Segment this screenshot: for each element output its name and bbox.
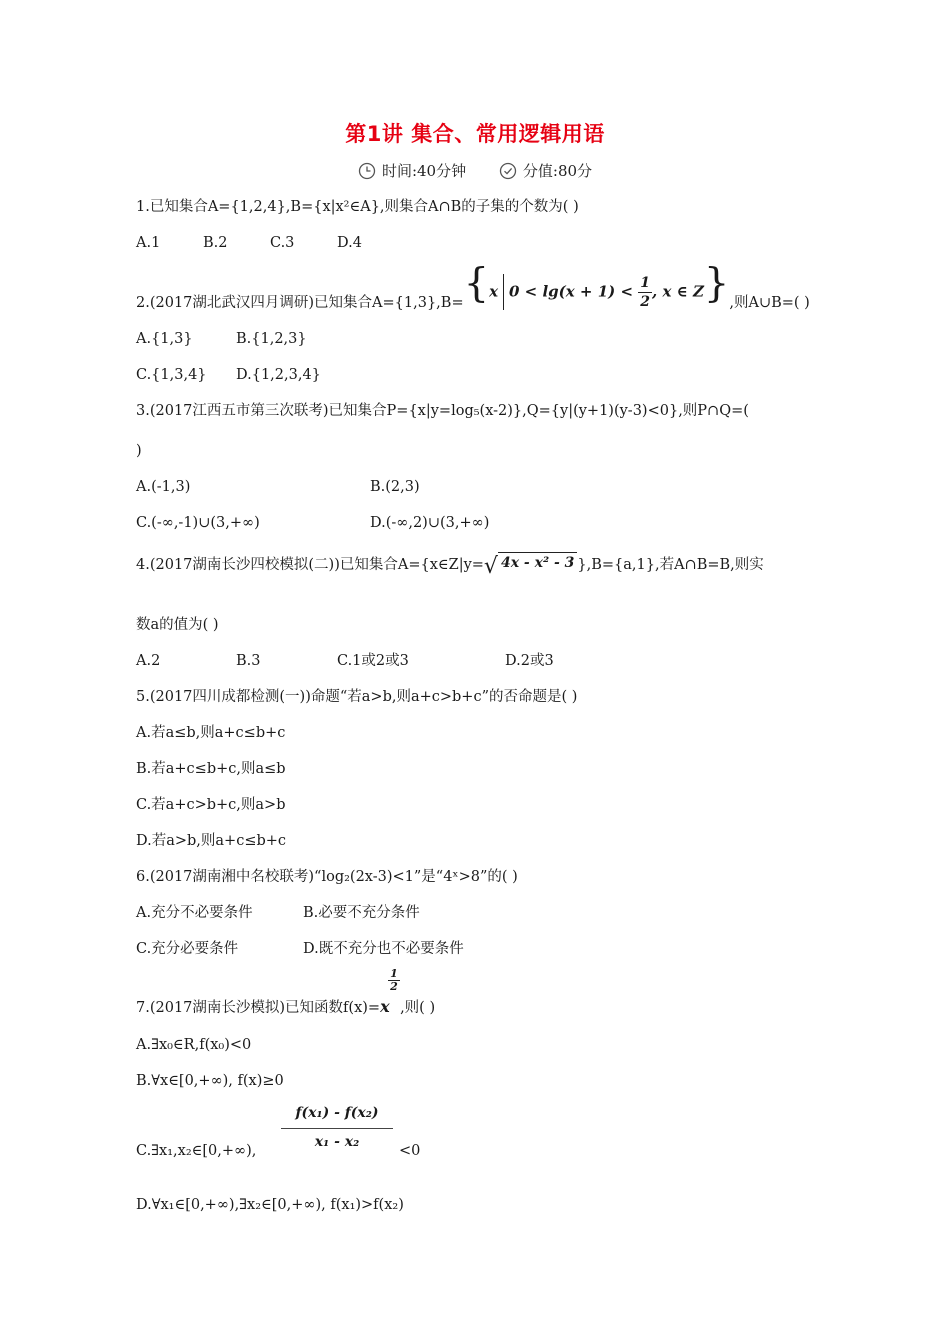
q5-stem: 5.(2017四川成都检测(一))命题“若a>b,则a+c>b+c”的否命题是( ): [136, 689, 578, 705]
time-label: 时间:40分钟: [381, 162, 467, 180]
q3-option-b: B.(2,3): [370, 479, 420, 495]
q3-option-a: A.(-1,3): [136, 479, 191, 495]
q5-option-d: D.若a>b,则a+c≤b+c: [136, 833, 287, 849]
q2-option-b: B.{1,2,3}: [236, 331, 307, 347]
q2-stem-post: ,则A∪B=( ): [729, 295, 810, 311]
q2-set-tail: , x ∈ Z: [652, 282, 704, 300]
q2-frac-num: 1: [640, 274, 651, 291]
q7-exp-den: 2: [390, 980, 398, 993]
check-circle-icon: [499, 162, 517, 180]
q6-option-b: B.必要不充分条件: [303, 905, 420, 921]
q3-option-c: C.(-∞,-1)∪(3,+∞): [136, 515, 260, 531]
q7-option-d: D.∀x₁∈[0,+∞),∃x₂∈[0,+∞), f(x₁)>f(x₂): [136, 1197, 404, 1213]
q3-option-d: D.(-∞,2)∪(3,+∞): [370, 515, 490, 531]
q2-right-brace: }: [703, 260, 730, 306]
q2-set-bar: [503, 274, 504, 310]
q7-option-a: A.∃x₀∈R,f(x₀)<0: [136, 1037, 252, 1053]
q7-c-numerator: f(x₁) - f(x₂): [281, 1102, 393, 1129]
q2-stem-pre: 2.(2017湖北武汉四月调研)已知集合A={1,3},B=: [136, 295, 464, 311]
q1-stem: 1.已知集合A={1,2,4},B={x|x²∈A},则集合A∩B的子集的个数为( ): [136, 199, 579, 215]
q6-option-a: A.充分不必要条件: [136, 905, 253, 921]
q5-option-c: C.若a+c>b+c,则a>b: [136, 797, 286, 813]
q1-option-a: A.1: [136, 235, 161, 251]
q7-stem: [136, 967, 436, 1017]
q2-stem: [136, 260, 810, 312]
q2-set-cond: 0 < lg(x + 1) <: [509, 282, 639, 300]
q5-option-b: B.若a+c≤b+c,则a≤b: [136, 761, 286, 777]
q4-option-a: A.2: [136, 653, 161, 669]
q2-option-c: C.{1,3,4}: [136, 367, 207, 383]
score-info: [499, 160, 592, 181]
q7-stem-post: ,则( ): [400, 1000, 436, 1016]
q7-c-denominator: x₁ - x₂: [314, 1134, 360, 1150]
exam-meta: [0, 160, 950, 181]
q2-option-d: D.{1,2,3,4}: [236, 367, 321, 383]
q3-stem-cont: ): [136, 443, 142, 459]
q7-option-c-pre: C.∃x₁,x₂∈[0,+∞),: [136, 1143, 257, 1159]
page-title: 第1讲 集合、常用逻辑用语: [345, 122, 605, 146]
q4-stem: [136, 554, 764, 579]
q7-power: [380, 967, 400, 1017]
q2-left-brace: {: [463, 260, 490, 306]
q7-exp-num: 1: [390, 967, 398, 980]
q4-option-c: C.1或2或3: [337, 653, 409, 669]
q4-radical-sign: √: [483, 554, 498, 579]
q4-stem-pre: 4.(2017湖南长沙四校模拟(二))已知集合A={x∈Z|y=: [136, 557, 484, 573]
q7-option-c-fraction: [281, 1102, 393, 1153]
score-label: 分值:80分: [522, 162, 593, 180]
q6-option-c: C.充分必要条件: [136, 941, 239, 957]
q5-option-a: A.若a≤b,则a+c≤b+c: [136, 725, 286, 741]
q6-stem: 6.(2017湖南湘中名校联考)“log₂(2x-3)<1”是“4ˣ>8”的( ): [136, 869, 518, 885]
time-info: [358, 160, 466, 181]
q7-option-c-post: <0: [399, 1143, 421, 1159]
q4-stem-cont: 数a的值为( ): [136, 617, 219, 633]
q2-frac-den: 2: [640, 293, 651, 310]
q7-option-b: B.∀x∈[0,+∞), f(x)≥0: [136, 1073, 284, 1089]
q1-option-c: C.3: [270, 235, 295, 251]
q4-option-d: D.2或3: [505, 653, 554, 669]
q7-stem-pre: 7.(2017湖南长沙模拟)已知函数f(x)=: [136, 1000, 381, 1016]
q4-sqrt: [483, 554, 577, 579]
q2-set-expression: [463, 260, 730, 311]
q2-set-var: x: [489, 282, 499, 300]
q4-radicand: 4x - x² - 3: [498, 552, 577, 572]
q4-option-b: B.3: [236, 653, 261, 669]
q2-frac: [638, 274, 652, 311]
q6-option-d: D.既不充分也不必要条件: [303, 941, 464, 957]
q7-exponent: [388, 968, 400, 993]
q3-stem: 3.(2017江西五市第三次联考)已知集合P={x|y=log₅(x-2)},Q={y|(y+1)(y-3)<0},则P∩Q=(: [136, 403, 749, 419]
q1-option-d: D.4: [337, 235, 362, 251]
q2-option-a: A.{1,3}: [136, 331, 193, 347]
clock-icon: [358, 162, 376, 180]
q7-base: x: [380, 997, 390, 1016]
q4-stem-post: },B={a,1},若A∩B=B,则实: [577, 557, 764, 573]
q1-option-b: B.2: [203, 235, 228, 251]
